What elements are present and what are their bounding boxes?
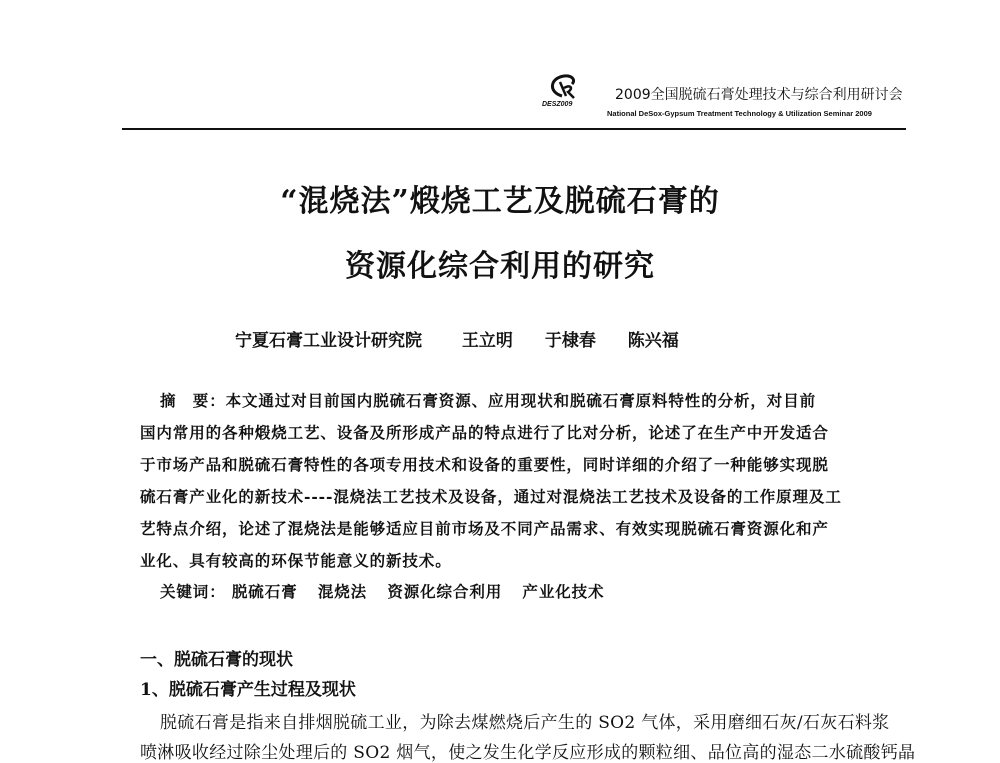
paper-title-line-2: 资源化综合利用的研究 — [345, 249, 655, 284]
keyword: 脱硫石膏 — [231, 582, 298, 601]
conference-title-en: National DeSox-Gypsum Treatment Technology & Utilization Seminar 2009 — [607, 109, 872, 118]
institution: 宁夏石膏工业设计研究院 — [235, 331, 422, 351]
body-line: 喷淋吸收经过除尘处理后的 SO2 烟气，使之发生化学反应形成的颗粒细、品位高的湿态二水硫酸钙晶 — [140, 743, 916, 763]
abstract-line: 艺特点介绍，论述了混烧法是能够适应目前市场及不同产品需求、有效实现脱硫石膏资源化和产 — [140, 519, 829, 538]
body-line: 脱硫石膏是指来自排烟脱硫工业，为除去煤燃烧后产生的 SO2 气体，采用磨细石灰/石灰石料浆 — [160, 713, 890, 733]
paper-title-line-1: “混烧法”煅烧工艺及脱硫石膏的 — [280, 184, 720, 219]
subsection-heading: 1、脱硫石膏产生过程及现状 — [140, 680, 356, 700]
svg-text:DESZ009: DESZ009 — [542, 101, 573, 108]
abstract-line: 于市场产品和脱硫石膏特性的各项专用技术和设备的重要性，同时详细的介绍了一种能够实现脱 — [140, 455, 829, 474]
keywords-label: 关键词： — [160, 582, 226, 601]
author-name: 王立明 — [461, 331, 513, 351]
authors — [235, 326, 705, 351]
conference-title-cn: 2009全国脱硫石膏处理技术与综合利用研讨会 — [615, 87, 903, 103]
header-rule — [122, 128, 906, 130]
keyword: 产业化技术 — [522, 582, 605, 601]
keyword: 资源化综合利用 — [387, 582, 503, 601]
abstract-line: 摘 要：本文通过对目前国内脱硫石膏资源、应用现状和脱硫石膏原料特性的分析，对目前 — [160, 391, 817, 410]
abstract-line: 国内常用的各种煅烧工艺、设备及所形成产品的特点进行了比对分析，论述了在生产中开发适合 — [140, 423, 829, 442]
keywords — [160, 580, 618, 602]
author-name: 陈兴福 — [627, 331, 679, 351]
author-name: 于棣春 — [544, 331, 596, 351]
abstract-line: 硫石膏产业化的新技术----混烧法工艺技术及设备，通过对混烧法工艺技术及设备的工作原理及工 — [140, 487, 842, 506]
keyword: 混烧法 — [317, 582, 368, 601]
abstract-label: 摘 要： — [160, 391, 226, 410]
section-heading: 一、脱硫石膏的现状 — [140, 650, 293, 670]
conference-logo — [540, 74, 600, 108]
abstract-line: 业化、具有较高的环保节能意义的新技术。 — [140, 551, 452, 570]
